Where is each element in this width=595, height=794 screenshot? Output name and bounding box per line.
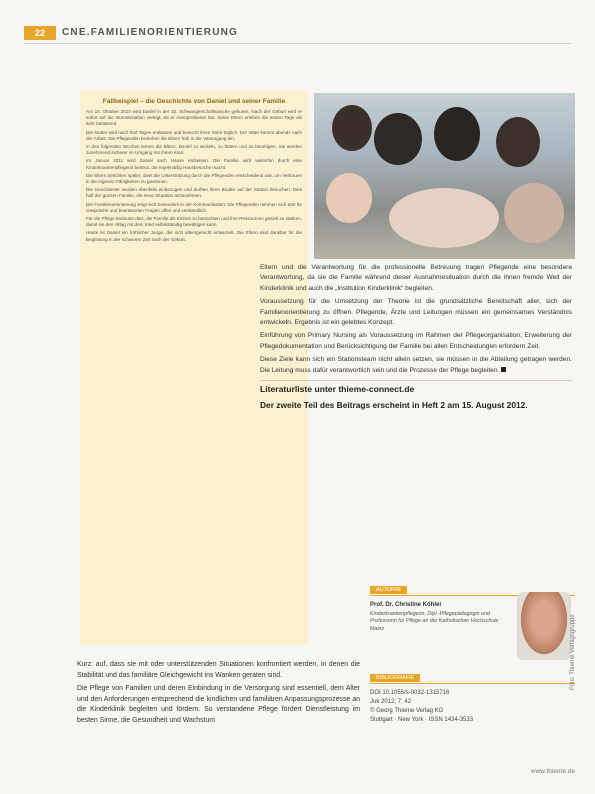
- page-header: [24, 26, 571, 44]
- article-paragraph: Eltern und die Verantwortung für die professionelle Betreuung tragen Pflegende eine besondere Verantwortung, da sie die Familie während dieser Ausnahmesituation durch die ihnen fremde Welt der Kinderklinik und auch die „Institution Kinderklinik“ begleiten.: [260, 264, 572, 292]
- family-photo: [314, 93, 575, 259]
- doi-line[interactable]: DOI 10.1055/s-0032-1315716: [370, 690, 450, 696]
- author-description: Kinderkrankenpflegerin, Dipl.-Pflegepädagogin und Professorin für Pflege an der Katholischen Hochschule Mainz: [370, 611, 499, 632]
- case-study-title: Fallbeispiel – die Geschichte von Daniel und seiner Familie: [102, 98, 286, 105]
- photo-figure: [504, 183, 564, 243]
- photo-figure: [434, 107, 480, 161]
- header-divider: [24, 43, 571, 44]
- case-paragraph: Im Januar 2011 wird Daniel nach Hause entlassen. Die Familie wird weiterhin durch eine Kinderkrankenpflegerin betreut, die regelmäßig Hausbesuche macht.: [86, 158, 302, 170]
- case-paragraph: Die Eltern berichten später, dass die Unterstützung durch die Pflegenden entscheidend war, um Vertrauen in die eigenen Fähigkeiten zu gewinnen.: [86, 172, 302, 185]
- case-paragraph: Die Mutter wird nach fünf Tagen entlassen und besucht ihren Sohn täglich. Der Vater kommt abends nach der Arbeit. Die Pflegenden beziehen die Eltern früh in die Versorgung ein.: [86, 129, 302, 141]
- section-title: CNE.FAMILIENORIENTIERUNG: [62, 27, 239, 38]
- part-two-notice: Der zweite Teil des Beitrags erscheint in Heft 2 am 15. August 2012.: [260, 400, 528, 411]
- bibliography-line: © Georg Thieme Verlag KG: [370, 708, 444, 714]
- photo-credit: Foto: Thieme Verlagsgruppe: [570, 614, 576, 690]
- case-study-body: [86, 109, 302, 243]
- bibliography-line: Stuttgart · New York · ISSN 1434-3533: [370, 717, 474, 723]
- case-paragraph: Am 10. Oktober 2010 wird Daniel in der 32. Schwangerschaftswoche geboren. Nach der Geburt wird er sofort auf die Intensivstation verlegt, da er Atemprobleme hat. Seine Eltern erleben die ersten Tage als sehr belastend.: [86, 109, 302, 127]
- bibliography-tag-rule: [370, 683, 575, 684]
- case-paragraph: Die Familienorientierung zeigt sich besonders in der Kommunikation: Die Pflegenden nehmen sich Zeit für Gespräche und beantworten Fragen offen und verständlich.: [86, 201, 302, 213]
- bibliography-tag: BIBLIOGRAFIE: [370, 674, 420, 682]
- article-paragraph: Voraussetzung für die Umsetzung der Theorie ist die grundsätzliche Bereitschaft aller, sich der Familienorientierung zu öffnen. Pflegende, Ärzte und Leitungen müssen ein gemeinsames Verständnis entwickeln. Ergebnis ist ein gelebtes Konzept.: [260, 298, 572, 327]
- case-paragraph: Heute ist Daniel ein fröhlicher Junge, der sich altersgerecht entwickelt. Die Eltern sind dankbar für die Begleitung in der schweren Zeit nach der Geburt.: [86, 230, 302, 242]
- article-paragraph: Kurz: auf, dass sie mit oder unterstützenden Situationen konfrontiert werden, in denen die Stabilität und das familiäre Gleichgewicht ins Wanken geraten sind.: [77, 661, 360, 679]
- author-tag: AUTORIN: [370, 586, 407, 594]
- author-portrait: [517, 592, 571, 660]
- case-paragraph: Für die Pflege bedeutet dies, die Familie als Einheit zu betrachten und ihre Ressourcen gezielt zu stärken, damit sie den Alltag mit dem Kind selbstständig bewältigen kann.: [86, 216, 302, 228]
- article-left-column: [77, 660, 360, 730]
- footer-url[interactable]: www.thieme.de: [530, 768, 575, 775]
- case-paragraph: Die Geschwister wurden ebenfalls einbezogen und durften ihren Bruder auf der Station besuchen. Dies half der ganzen Familie, die neue Situation anzunehmen.: [86, 187, 302, 199]
- author-name: Prof. Dr. Christine Köhler: [370, 602, 442, 608]
- photo-figure: [496, 117, 540, 167]
- bibliography-line: Juk 2012; 7: 42: [370, 699, 412, 705]
- photo-figure: [389, 188, 499, 248]
- article-paragraph: Einführung von Primary Nursing als Voraussetzung im Rahmen der Pflegeorganisation, Erweiterung der Pflegedokumentation und Berücksichtigung der Familie bei allen Entscheidungen erfordern Zeit.: [260, 332, 572, 350]
- photo-figure: [374, 113, 422, 165]
- article-end-mark: [501, 367, 506, 372]
- author-block: [370, 578, 575, 633]
- case-paragraph: In den folgenden Wochen lernen die Eltern, Daniel zu wickeln, zu füttern und zu beruhigen. Sie werden zunehmend sicherer im Umgang mit ihrem Kind.: [86, 144, 302, 156]
- photo-figure: [332, 105, 372, 151]
- photo-figure: [326, 173, 372, 223]
- article-right-column: [260, 263, 572, 411]
- bibliography-block: [370, 666, 575, 725]
- literature-list-link[interactable]: Literaturliste unter thieme-connect.de: [260, 380, 572, 394]
- article-paragraph: Die Pflege von Familien und deren Einbindung in die Versorgung sind essentiell, dem Alter und den Anforderungen entsprechend die kindlichen und familiären Anpassungsprozesse an die Kinderklinik begleiten und fördern. So verstandene Pflege fördert Dienstleistung im besten Sinne, die Gesundheit und Wachstum: [77, 685, 360, 724]
- page-number: 22: [24, 26, 56, 40]
- article-paragraph: Diese Ziele kann sich ein Stationsteam nicht allein setzen, sie müssen in die Abteilung getragen werden. Die Leitung muss dafür verantwortlich sein und die Prozesse der Pflege begleiten.: [260, 356, 572, 374]
